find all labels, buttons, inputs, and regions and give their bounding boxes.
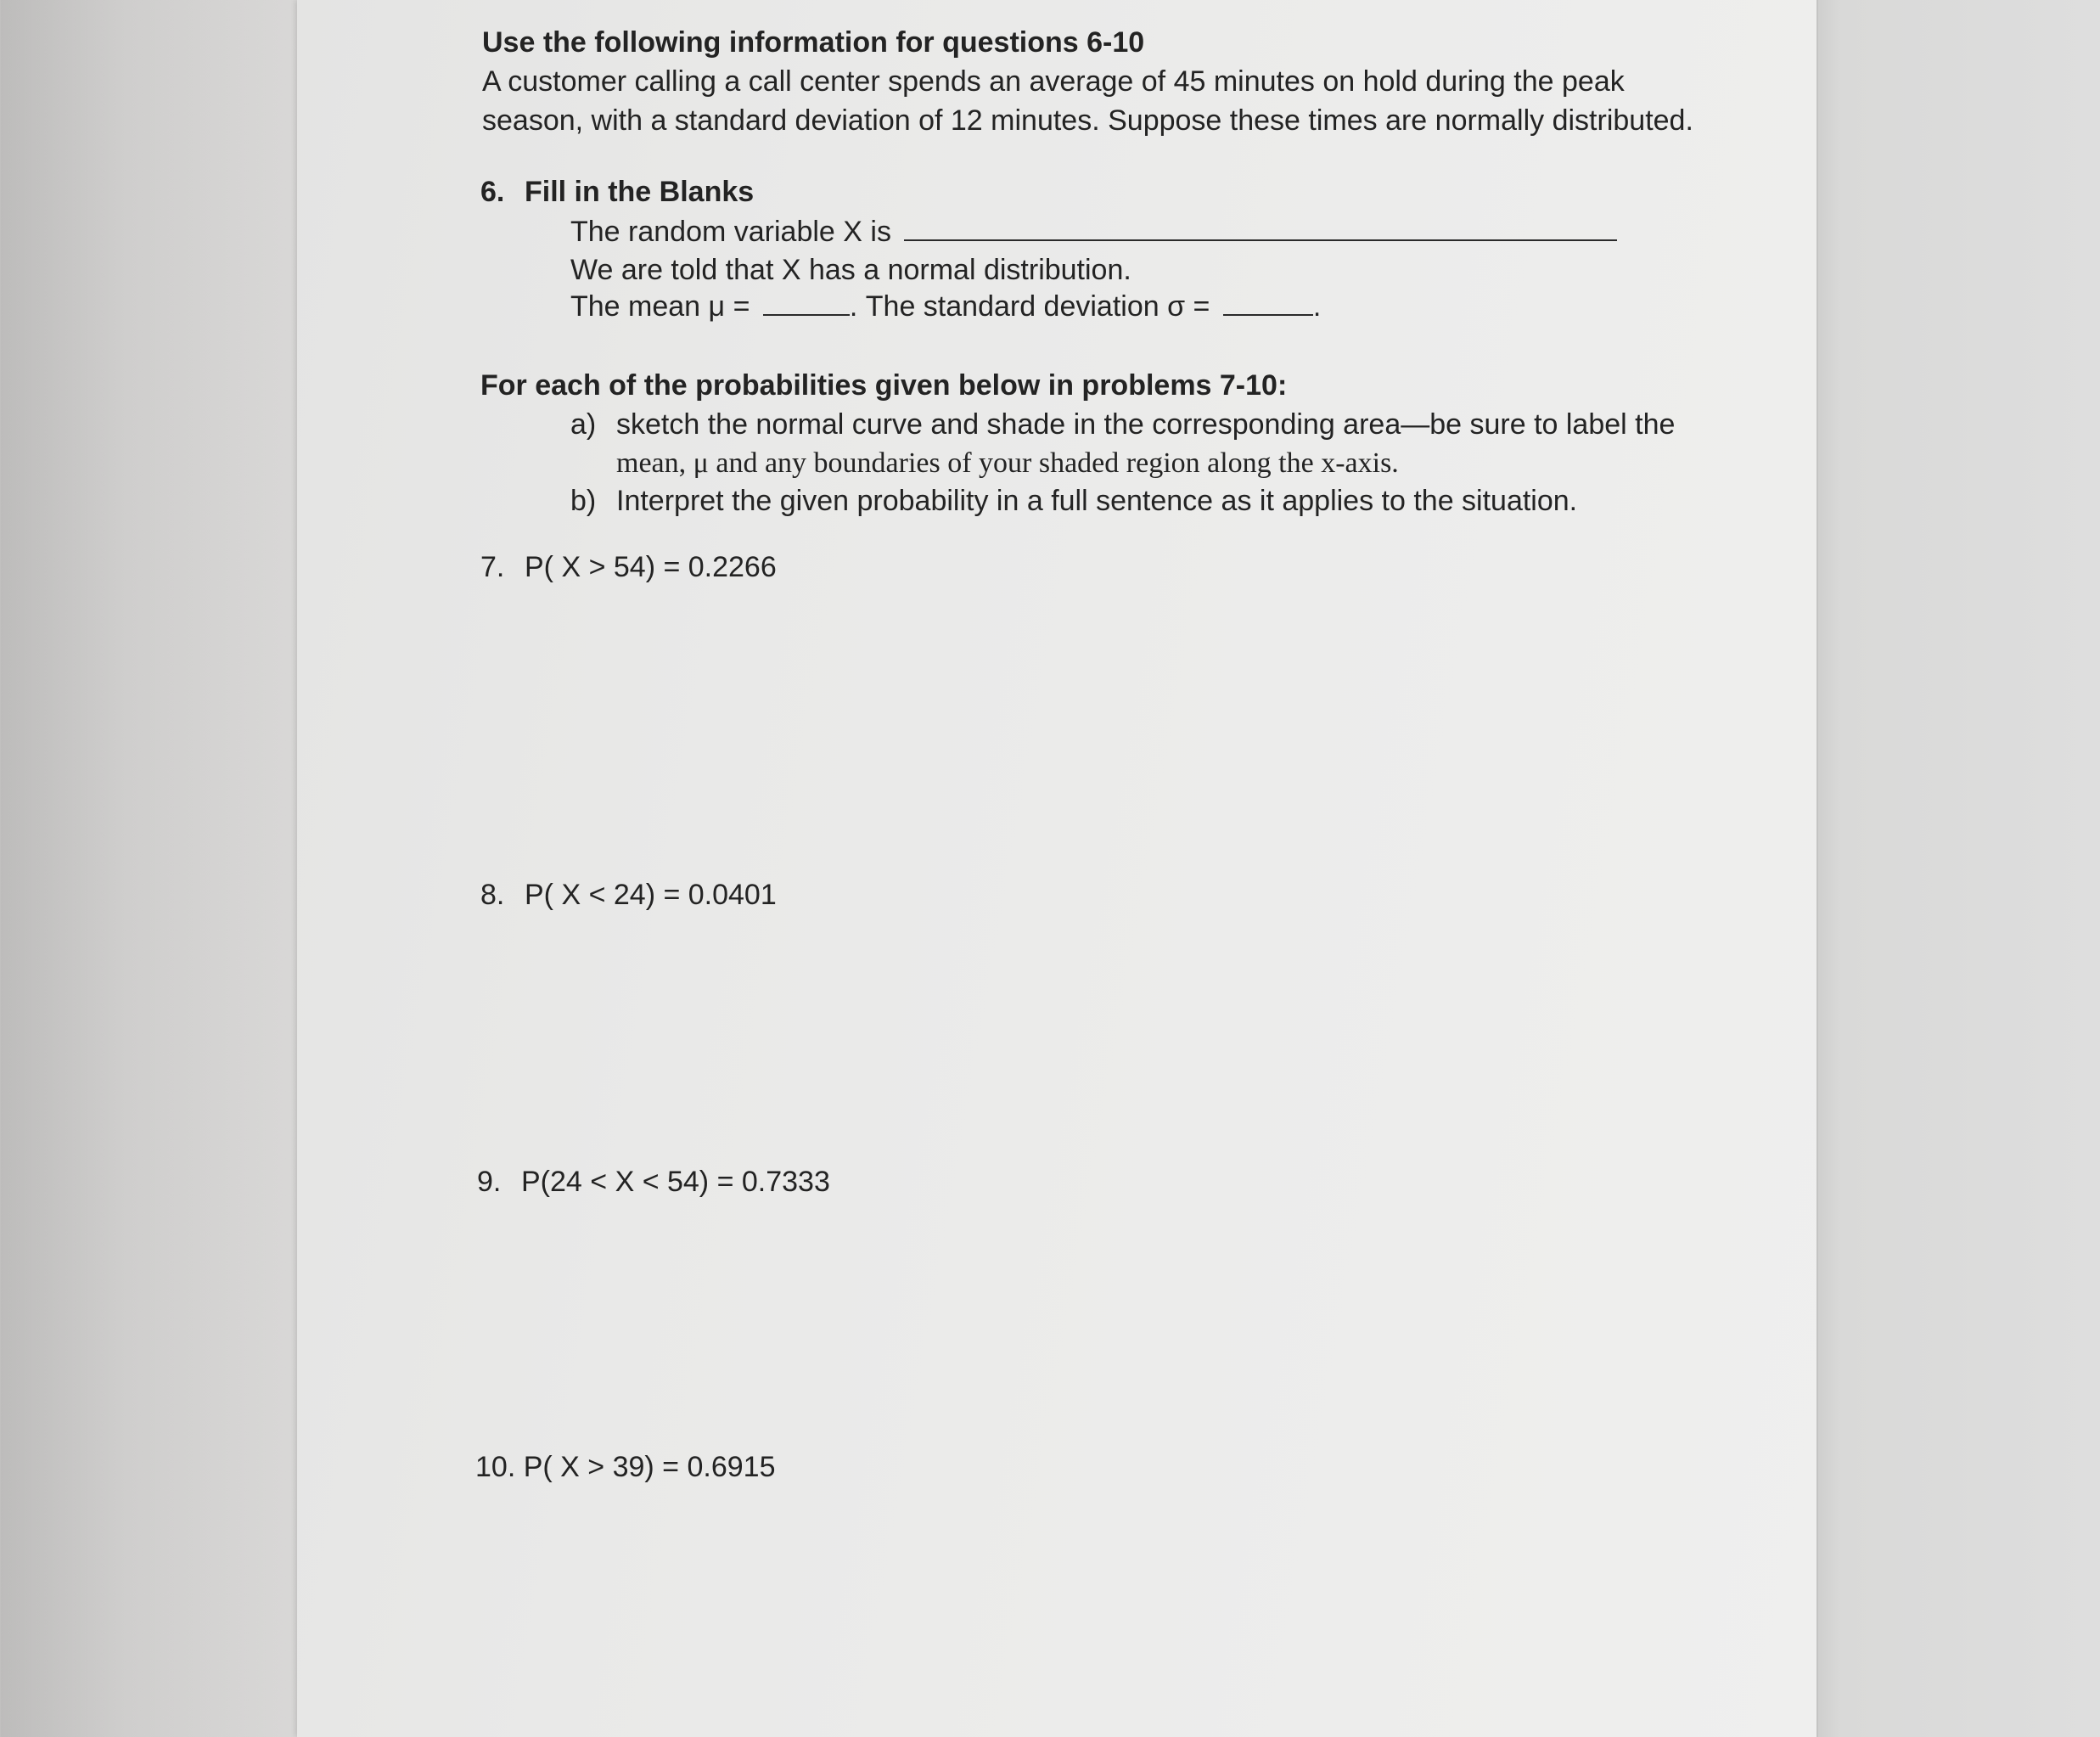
instruction-b-text: Interpret the given probability in a full sentence as it applies to the situation. [616, 485, 1578, 517]
problem-9 [477, 1165, 830, 1199]
problem-8-text: P( X < 24) = 0.0401 [525, 879, 777, 911]
q6-number: 6. [480, 176, 505, 208]
problem-7-number: 7. [480, 551, 505, 583]
problem-10-number: 10. [475, 1451, 516, 1483]
q6-title: Fill in the Blanks [525, 176, 755, 208]
q6-line-3 [570, 289, 1321, 323]
problem-7 [480, 550, 777, 584]
problem-9-text: P(24 < X < 54) = 0.7333 [521, 1166, 830, 1198]
sd-blank[interactable] [1223, 289, 1313, 316]
mean-label: The mean μ = [570, 290, 750, 323]
instruction-b [570, 484, 1577, 518]
instruction-a-continuation: mean, μ and any boundaries of your shaded region along the x-axis. [616, 447, 1399, 479]
random-variable-blank[interactable] [904, 214, 1617, 241]
q6-line-1 [570, 214, 1617, 249]
mean-blank[interactable] [763, 289, 850, 316]
sd-label: . The standard deviation σ = [849, 290, 1210, 323]
problem-9-number: 9. [477, 1166, 502, 1198]
problem-7-text: P( X > 54) = 0.2266 [525, 551, 777, 583]
background-edge [1816, 0, 2100, 1737]
q6-line-2: We are told that X has a normal distribution. [570, 254, 1131, 286]
problem-8 [480, 878, 777, 912]
problem-10 [475, 1450, 775, 1484]
instruction-a [570, 408, 1675, 441]
instructions-heading: For each of the probabilities given below in problems 7-10: [480, 369, 1288, 402]
problem-8-number: 8. [480, 879, 505, 911]
q6-heading [480, 175, 754, 209]
instruction-b-label: b) [570, 485, 597, 517]
info-title: Use the following information for questions 6-10 [482, 26, 1145, 59]
instruction-a-label: a) [570, 408, 597, 441]
instruction-a-text: sketch the normal curve and shade in the corresponding area—be sure to label the [616, 408, 1676, 441]
intro-line-2: season, with a standard deviation of 12 minutes. Suppose these times are normally distributed. [482, 104, 1693, 137]
q6-random-variable-label: The random variable X is [570, 216, 891, 248]
problem-10-text: P( X > 39) = 0.6915 [523, 1451, 776, 1483]
intro-line-1: A customer calling a call center spends an average of 45 minutes on hold during the peak [482, 65, 1625, 98]
q6-end-period: . [1312, 290, 1322, 323]
